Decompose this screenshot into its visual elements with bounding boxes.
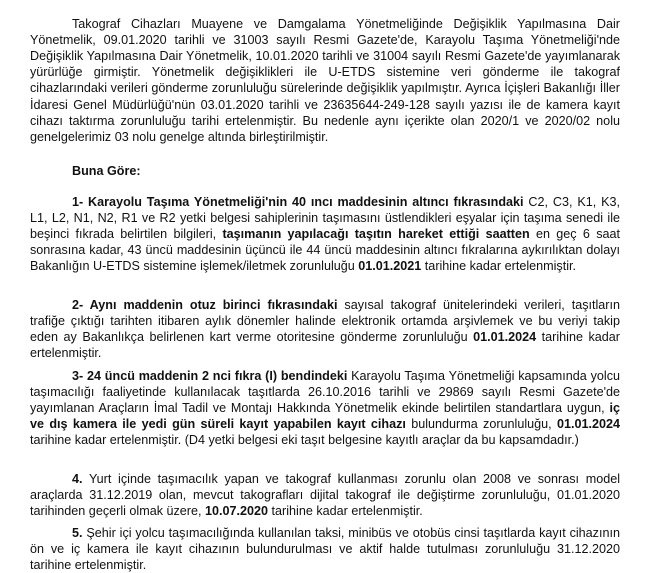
item-3-bold-lead: 3- 24 üncü maddenin 2 nci fıkra (I) bendindeki [72, 368, 348, 383]
item-2-bold-lead: 2- Aynı maddenin otuz birinci fıkrasındaki [72, 297, 338, 312]
item-1-paragraph [30, 194, 620, 275]
item-1-date: 01.01.2021 [358, 259, 422, 274]
item-1-text-c: tarihine kadar ertelenmiştir. [421, 259, 577, 274]
item-2-text-a: sayısal takograf ünitelerindeki verileri, taşıtların trafiğe çıktığı tarihten itibaren aylık dönemler halinde elektronik ortamda arşivlemek ve bu veriyi takip eden ay Bakanlıkça belirlenen kart verme otoritesine gönderme zorunluluğu [30, 297, 620, 344]
item-5-paragraph [30, 525, 620, 573]
item-2-paragraph [30, 297, 620, 362]
item-4-text-b: tarihine kadar ertelenmiştir. [268, 504, 423, 518]
heading-text: Buna Göre: [72, 163, 141, 178]
item-4-date: 10.07.2020 [205, 504, 269, 518]
item-2-text-b: tarihine kadar ertelenmiştir. [30, 330, 621, 361]
item-3-date: 01.01.2024 [556, 417, 621, 432]
item-3-text-c: tarihine kadar ertelenmiştir. (D4 yetki belgesi eki taşıt belgesine kayıtlı araçlar da bu kapsamdadır.) [30, 433, 579, 448]
item-4-paragraph [30, 471, 620, 520]
section-heading [72, 163, 620, 179]
item-1-text-a: C2, C3, K1, K3, L1, L2, N1, N2, R1 ve R2 yetki belgesi sahiplerinin taşımasını üstlendikleri eşyalar için taşıma senedi ile beşinci fıkrada belirtilen bilgileri, [30, 194, 620, 241]
item-4-text-a: Yurt içinde taşımacılık yapan ve takograf kullanması zorunlu olan 2008 ve sonrası model araçlarda 31.12.2019 olan, mevcut takografları dijital takograf ile değiştirme zorunluluğu, 01.01.2020 tarihinden geçerli olmak üzere, [30, 471, 620, 518]
item-3-text-b: bulundurma zorunluluğu, [405, 417, 557, 432]
item-5-number: 5. [72, 525, 83, 540]
item-5-text: Şehir içi yolcu taşımacılığında kullanılan taksi, minibüs ve otobüs cinsi taşıtlarda kayıt cihazının ön ve iç kamera ile kayıt cihazının bulundurulması ve aktif halde tutulması zorunluluğu 31.12.2020 tarihine ertelenmiştir. [30, 525, 620, 572]
item-4-number: 4. [72, 471, 83, 486]
intro-paragraph: Takograf Cihazları Muayene ve Damgalama Yönetmeliğinde Değişiklik Yapılmasına Dair Yönetmelik, 09.01.2020 tarihli ve 31003 sayılı Resmi Gazete'de, Karayolu Taşıma Yönetmeliği'nde Değişiklik Yapılmasına Dair Yönetmelik, 10.01.2020 tarihli ve 31004 sayılı Resmi Gazete'de yayımlanarak yürürlüğe girmiştir. Yönetmelik değişiklikleri ile U-ETDS sistemine veri gönderme ile takograf cihazlarındaki verileri gönderme zorunluluğu sürelerinde değişiklik yapılmıştır. Ayrıca İçişleri Bakanlığı İller İdaresi Genel Müdürlüğü'nün 03.01.2020 tarihli ve 23635644-249-128 sayılı yazısı ile de kamera kayıt cihazı taktırma zorunluluğu tarihi ertelenmiştir. Bu nedenle aynı içerikte olan 2020/1 ve 2020/02 nolu genelgelerimiz 03 nolu genelge altında birleştirilmiştir. [30, 16, 620, 145]
item-3-paragraph [30, 368, 620, 449]
item-1-bold-phrase: taşımanın yapılacağı taşıtın hareket ettiği saatten [222, 227, 530, 241]
item-3-bold-phrase: iç ve dış kamera ile yedi gün süreli kayıt yapabilen kayıt cihazı [30, 401, 620, 432]
item-1-text-b: en geç 6 saat sonrasına kadar, 43 üncü maddesinin üçüncü ile 44 üncü maddesinin altıncı fıkralarına aykırılıktan dolayı Bakanlığın U-ETDS sistemine işlemek/iletmek zorunluluğu [30, 227, 620, 274]
item-3-text-a: Karayolu Taşıma Yönetmeliği kapsamında yolcu taşımacılığı faaliyetinde kullanılacak taşıtlarda 26.10.2016 tarihli ve 29869 sayılı Resmi Gazete'de yayımlanan Araçların İmal Tadil ve Montajı Hakkında Yönetmelik ekinde belirtilen standartlara uygun, [30, 368, 620, 415]
item-1-bold-lead: 1- Karayolu Taşıma Yönetmeliği'nin 40 ıncı maddesinin altıncı fıkrasındaki [72, 194, 524, 209]
item-2-date: 01.01.2024 [473, 330, 537, 344]
